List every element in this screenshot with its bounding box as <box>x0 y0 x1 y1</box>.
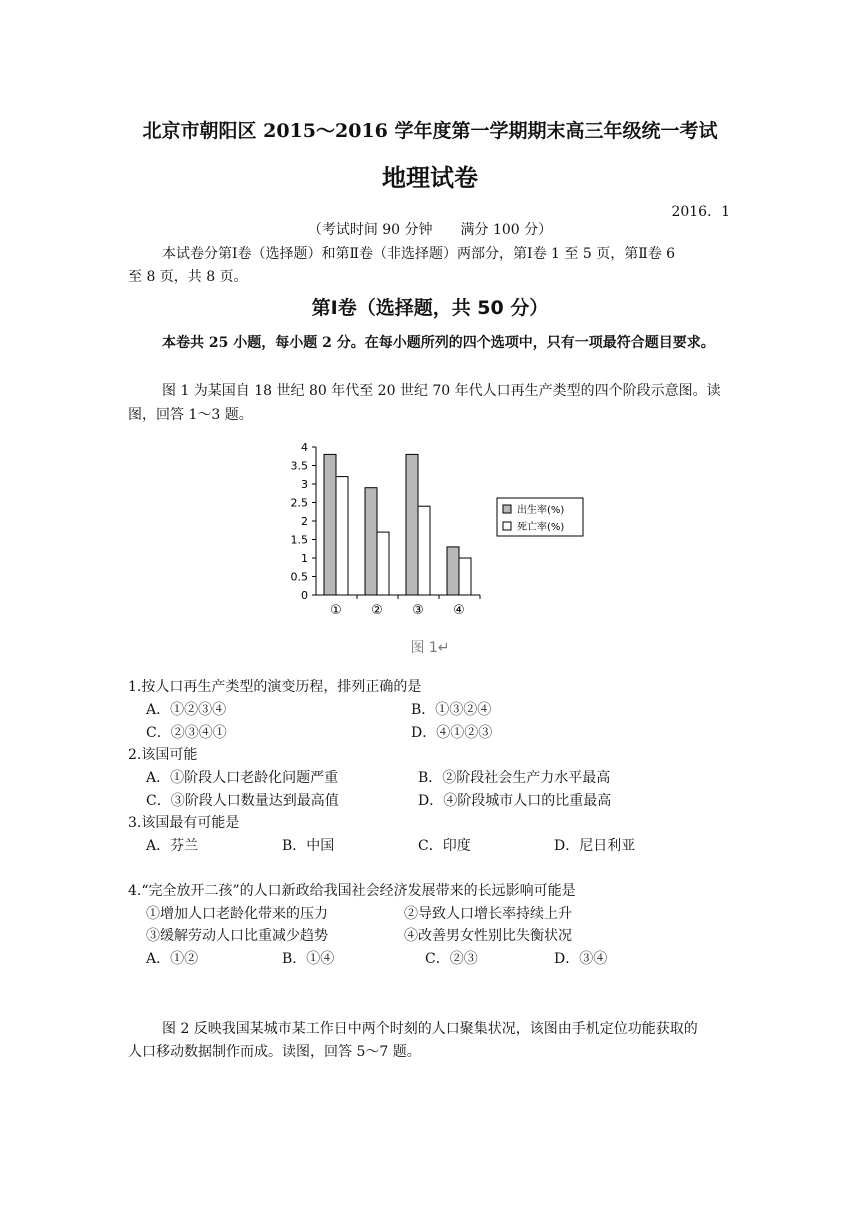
q4-option-b: B．①④ <box>282 951 335 967</box>
exam-title: 北京市朝阳区 2015～2016 学年度第一学期期末高三年级统一考试 <box>142 120 718 142</box>
q4-option-c: C．②③ <box>425 951 478 967</box>
q4-statement-3: ③缓解劳动人口比重减少趋势 <box>146 928 328 944</box>
figure2-intro-line-2: 人口移动数据制作而成。读图，回答 5～7 题。 <box>128 1044 421 1060</box>
bar-birth-rate <box>365 488 377 595</box>
legend-swatch <box>503 505 511 513</box>
exam-time-info: （考试时间 90 分钟 满分 100 分） <box>307 222 553 238</box>
bar-birth-rate <box>406 454 418 595</box>
q3-option-c: C．印度 <box>418 838 471 854</box>
figure1-intro-line-1: 图 1 为某国自 18 世纪 80 年代至 20 世纪 70 年代人口再生产类型的四个阶段示意图。读 <box>162 383 721 399</box>
q4-stem: 4.“完全放开二孩”的人口新政给我国社会经济发展带来的长远影响可能是 <box>128 883 576 899</box>
figure1-intro-line-2: 图，回答 1～3 题。 <box>128 407 253 423</box>
y-tick-label: 1 <box>301 552 308 565</box>
bar-birth-rate <box>447 547 459 595</box>
q4-statement-2: ②导致人口增长率持续上升 <box>404 906 572 922</box>
section-heading: 第Ⅰ卷（选择题，共 50 分） <box>311 297 549 319</box>
exam-date: 2016．1 <box>671 204 730 220</box>
y-tick-label: 0 <box>301 589 308 602</box>
bar-death-rate <box>336 477 348 595</box>
q2-option-d: D．④阶段城市人口的比重最高 <box>418 793 612 809</box>
x-tick-label: ① <box>330 603 342 618</box>
q1-option-a: A．①②③④ <box>146 702 227 718</box>
section-instruction: 本卷共 25 小题，每小题 2 分。在每小题所列的四个选项中，只有一项最符合题目要求。 <box>162 335 715 351</box>
y-tick-label: 0.5 <box>290 570 308 584</box>
bar-birth-rate <box>324 454 336 595</box>
q2-option-c: C．③阶段人口数量达到最高值 <box>146 793 339 809</box>
x-tick-label: ② <box>371 603 383 618</box>
legend-label: 死亡率(%) <box>517 522 565 533</box>
figure2-intro-line-1: 图 2 反映我国某城市某工作日中两个时刻的人口聚集状况，该图由手机定位功能获取的 <box>162 1021 698 1037</box>
figure1-caption: 图 1↵ <box>410 640 450 656</box>
y-tick-label: 1.5 <box>290 533 308 547</box>
q2-option-b: B．②阶段社会生产力水平最高 <box>418 770 611 786</box>
q4-statement-1: ①增加人口老龄化带来的压力 <box>146 906 328 922</box>
q2-option-a: A．①阶段人口老龄化问题严重 <box>146 770 339 786</box>
q1-option-d: D．④①②③ <box>411 725 493 741</box>
x-tick-label: ④ <box>453 603 465 618</box>
q1-stem: 1.按人口再生产类型的演变历程，排列正确的是 <box>128 679 422 695</box>
figure1-bar-chart <box>270 435 590 625</box>
intro-line-1: 本试卷分第Ⅰ卷（选择题）和第Ⅱ卷（非选择题）两部分，第Ⅰ卷 1 至 5 页，第Ⅱ卷 6 <box>162 246 676 262</box>
y-tick-label: 3 <box>301 478 308 491</box>
q3-option-d: D．尼日利亚 <box>554 838 636 854</box>
q4-option-a: A．①② <box>146 951 199 967</box>
subject-title: 地理试卷 <box>382 163 478 192</box>
bar-death-rate <box>418 506 430 595</box>
q1-option-b: B．①③②④ <box>411 702 492 718</box>
q1-option-c: C．②③④① <box>146 725 227 741</box>
bar-death-rate <box>377 532 389 595</box>
x-tick-label: ③ <box>412 603 424 618</box>
q4-option-d: D．③④ <box>554 951 608 967</box>
q2-stem: 2.该国可能 <box>128 747 198 763</box>
y-tick-label: 2 <box>301 515 308 528</box>
q4-statement-4: ④改善男女性别比失衡状况 <box>404 928 572 944</box>
bar-death-rate <box>459 558 471 595</box>
intro-line-2: 至 8 页，共 8 页。 <box>128 269 248 285</box>
q3-stem: 3.该国最有可能是 <box>128 815 240 831</box>
legend-swatch <box>503 522 511 530</box>
y-tick-label: 3.5 <box>290 459 308 473</box>
legend-label: 出生率(%) <box>517 505 565 516</box>
q3-option-b: B．中国 <box>282 838 335 854</box>
y-tick-label: 4 <box>301 441 308 454</box>
y-tick-label: 2.5 <box>290 496 308 510</box>
q3-option-a: A．芬兰 <box>146 838 199 854</box>
